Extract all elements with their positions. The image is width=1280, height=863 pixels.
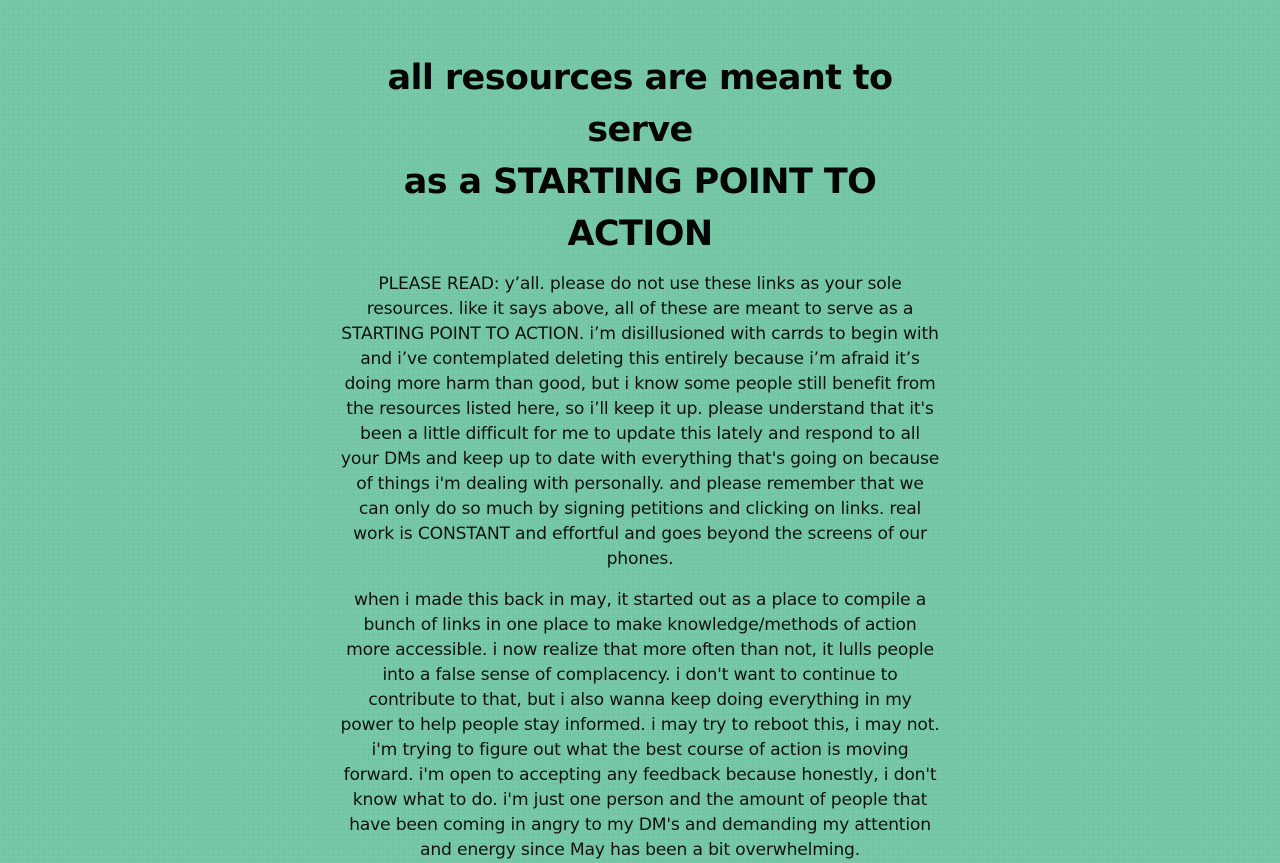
page-title	[340, 52, 940, 260]
page-title-line-1: all resources are meant to serve	[387, 58, 893, 150]
notice-paragraph-1: PLEASE READ: y’all. please do not use these links as your sole resources. like it says above, all of these are meant to serve as a STARTING POINT TO ACTION. i’m disillusioned with carrds to begin with and i’ve contemplated deleting this entirely because i’m afraid it’s doing more harm than good, but i know some people still benefit from the resources listed here, so i’ll keep it up. please understand that it's been a little difficult for me to update this lately and respond to all your DMs and keep up to date with everything that's going on because of things i'm dealing with personally. and please remember that we can only do so much by signing petitions and clicking on links. real work is CONSTANT and effortful and goes beyond the screens of our phones.	[340, 274, 940, 569]
notice-paragraph-2: when i made this back in may, it started out as a place to compile a bunch of links in one place to make knowledge/methods of action more accessible. i now realize that more often than not, it lulls people into a false sense of complacency. i don't want to continue to contribute to that, but i also wanna keep doing everything in my power to help people stay informed. i may try to reboot this, i may not. i'm trying to figure out what the best course of action is moving forward. i'm open to accepting any feedback because honestly, i don't know what to do. i'm just one person and the amount of people that have been coming in angry to my DM's and demanding my attention and energy since May has been a bit overwhelming.	[340, 590, 940, 860]
main-content	[340, 52, 940, 863]
page-title-line-2: as a STARTING POINT TO ACTION	[403, 162, 877, 254]
